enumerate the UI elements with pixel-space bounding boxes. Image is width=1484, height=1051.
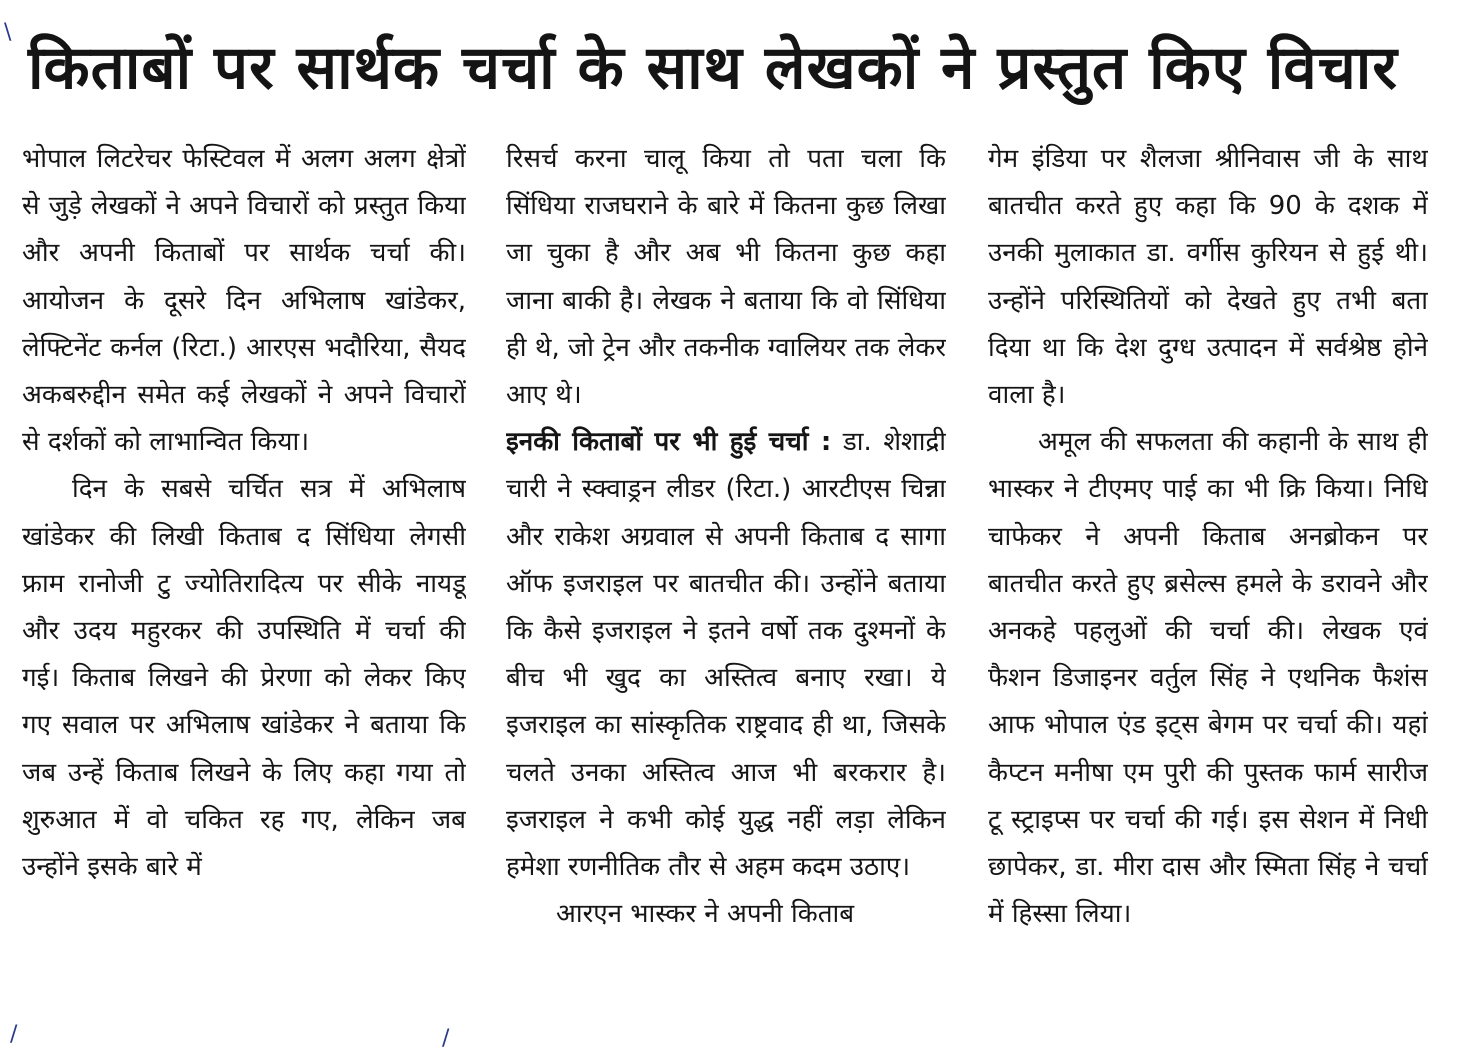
article-column-3: [988, 136, 1428, 1041]
clipping-edge-mark: \: [4, 20, 12, 45]
clipping-bottom-mark: /: [442, 1026, 450, 1051]
article-column-2: [506, 136, 946, 1041]
column1-paragraph-1: भोपाल लिटरेचर फेस्टिवल में अलग अलग क्षेत्रों से जुड़े लेखकों ने अपने विचारों को प्रस्तुत किया और अपनी किताबों पर सार्थक चर्चा की। आयोजन के दूसरे दिन अभिलाष खांडेकर, लेफ्टिनेंट कर्नल (रिटा.) आरएस भदौरिया, सैयद अकबरुद्दीन समेत कई लेखकों ने अपने विचारों से दर्शकों को लाभान्वित किया।: [22, 144, 466, 458]
column2-paragraph-1: रिसर्च करना चालू किया तो पता चला कि सिंधिया राजघराने के बारे में कितना कुछ लिखा जा चुका है और अब भी कितना कुछ कहा जाना बाकी है। लेखक ने बताया कि वो सिंधिया ही थे, जो ट्रेन और तकनीक ग्वालियर तक लेकर आए थे।: [506, 144, 946, 411]
column2-subheading: इनकी किताबों पर भी हुई चर्चा :: [506, 427, 832, 458]
column2-paragraph-2: [506, 419, 946, 891]
article-headline: किताबों पर सार्थक चर्चा के साथ लेखकों ने प्रस्तुत किए विचार: [28, 33, 1398, 103]
column2-paragraph-2-text: डा. शेशाद्री चारी ने स्क्वाड्रन लीडर (रिटा.) आरटीएस चिन्ना और राकेश अग्रवाल से अपनी किताब द सागा ऑफ इजराइल पर बातचीत की। उन्होंने बताया कि कैसे इजराइल ने इतने वर्षो तक दुश्मनों के बीच भी खुद का अस्तित्व बनाए रखा। ये इजराइल का सांस्कृतिक राष्ट्रवाद ही था, जिसके चलते उनका अस्तित्व आज भी बरकरार है। इजराइल ने कभी कोई युद्ध नहीं लड़ा लेकिन हमेशा रणनीतिक तौर से अहम कदम उठाए।: [506, 427, 946, 883]
column2-paragraph-3: आरएन भास्कर ने अपनी किताब: [556, 899, 855, 930]
article-column-1: [22, 136, 466, 1041]
clipping-corner-mark: /: [10, 1022, 18, 1047]
column3-paragraph-2: अमूल की सफलता की कहानी के साथ ही भास्कर ने टीएमए पाई का भी क्रि किया। निधि चाफेकर ने अपनी किताब अनब्रोकन पर बातचीत करते हुए ब्रसेल्स हमले के डरावने और अनकहे पहलुओं की चर्चा की। लेखक एवं फैशन डिजाइनर वर्तुल सिंह ने एथनिक फैशंस आफ भोपाल एंड इट्स बेगम पर चर्चा की। यहां कैप्टन मनीषा एम पुरी की पुस्तक फार्म सारीज टू स्ट्राइप्स पर चर्चा की गई। इस सेशन में निधी छापेकर, डा. मीरा दास और स्मिता सिंह ने चर्चा में हिस्सा लिया।: [988, 427, 1428, 930]
column3-paragraph-1: गेम इंडिया पर शैलजा श्रीनिवास जी के साथ बातचीत करते हुए कहा कि 90 के दशक में उनकी मुलाकात डा. वर्गीस कुरियन से हुई थी। उन्होंने परिस्थितियों को देखते हुए तभी बता दिया था कि देश दुग्ध उत्पादन में सर्वश्रेष्ठ होने वाला है।: [988, 144, 1428, 411]
column1-paragraph-2: दिन के सबसे चर्चित सत्र में अभिलाष खांडेकर की लिखी किताब द सिंधिया लेगसी फ्राम रानोजी टु ज्योतिरादित्य पर सीके नायडू और उदय महुरकर की उपस्थिति में चर्चा की गई। किताब लिखने की प्रेरणा को लेकर किए गए सवाल पर अभिलाष खांडेकर ने बताया कि जब उन्हें किताब लिखने के लिए कहा गया तो शुरुआत में वो चकित रह गए, लेकिन जब उन्होंने इसके बारे में: [22, 474, 466, 883]
